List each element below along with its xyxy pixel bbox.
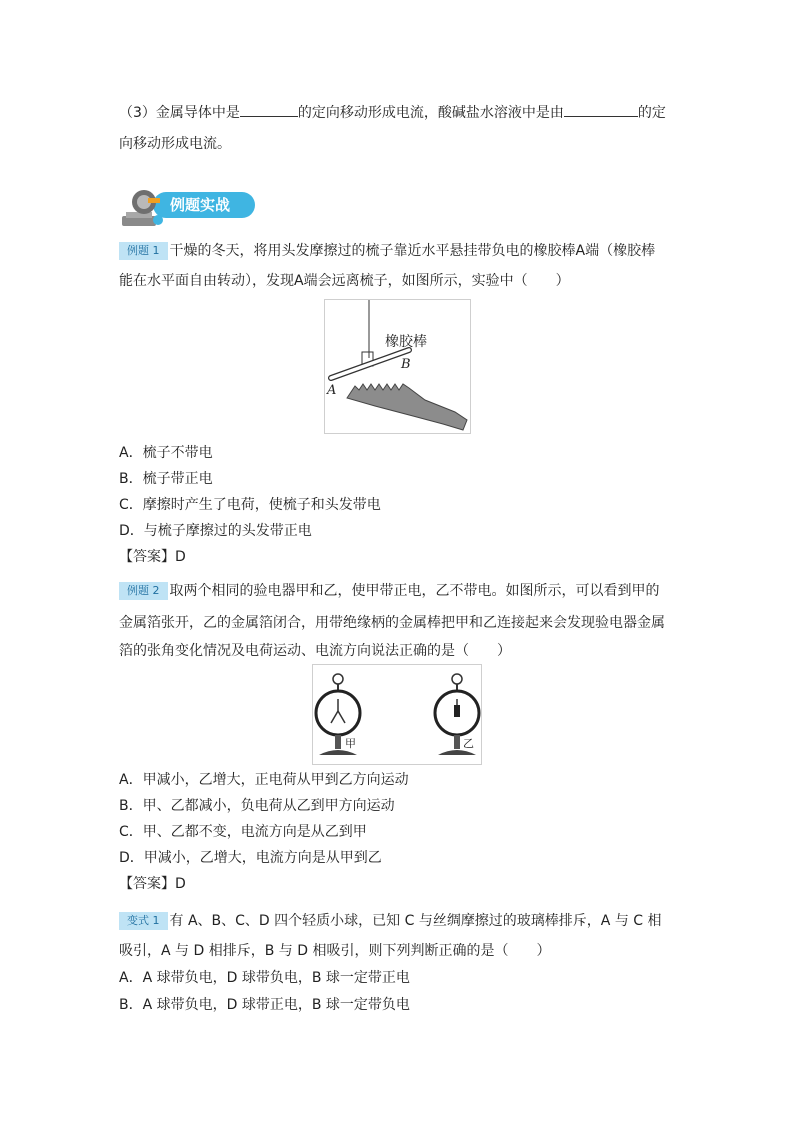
question-text-line: 吸引，A 与 D 相排斥，B 与 D 相吸引，则下列判断正确的是（ ）	[119, 943, 551, 959]
option-d[interactable]: D．甲减小，乙增大，电流方向是从甲到乙	[119, 850, 382, 866]
example-2-line	[119, 581, 660, 601]
answer-blank[interactable]	[564, 102, 638, 117]
option-a[interactable]: A．甲减小，乙增大，正电荷从甲到乙方向运动	[119, 772, 409, 788]
comb-rod-figure	[324, 299, 471, 434]
option-a[interactable]: A．梳子不带电	[119, 445, 213, 461]
question-text-line: 箔的张角变化情况及电荷运动、电流方向说法正确的是（ ）	[119, 643, 511, 659]
example-tag: 例题 1	[119, 242, 168, 260]
answer-blank[interactable]	[240, 102, 298, 117]
rod-label: 橡胶棒	[385, 334, 427, 350]
question-text-line: 向移动形成电流。	[119, 136, 231, 152]
option-c[interactable]: C．摩擦时产生了电荷，使梳子和头发带电	[119, 497, 381, 513]
label-jia: 甲	[345, 737, 356, 750]
variant-1-line	[119, 911, 662, 931]
section-banner	[118, 182, 258, 230]
question-text: 的定	[637, 105, 666, 121]
question-text: 有 A、B、C、D 四个轻质小球，已知 C 与丝绸摩擦过的玻璃棒排斥，A 与 C 相	[169, 913, 662, 929]
banner-title: 例题实战	[170, 196, 231, 214]
microscope-icon	[118, 184, 166, 230]
example-tag: 例题 2	[119, 582, 168, 600]
option-b[interactable]: B．A 球带负电，D 球带正电，B 球一定带负电	[119, 997, 410, 1013]
question-text-line: 金属箔张开，乙的金属箔闭合，用带绝缘柄的金属棒把甲和乙连接起来会发现验电器金属	[119, 615, 665, 631]
label-a: A	[327, 383, 337, 398]
example-1-line	[119, 241, 655, 261]
option-a[interactable]: A．A 球带负电，D 球带负电，B 球一定带正电	[119, 970, 410, 986]
answer-line: 【答案】D	[119, 549, 186, 565]
option-b[interactable]: B．甲、乙都减小，负电荷从乙到甲方向运动	[119, 798, 395, 814]
question-text: 干燥的冬天，将用头发摩擦过的梳子靠近水平悬挂带负电的橡胶棒A端（橡胶棒	[169, 243, 656, 259]
option-d[interactable]: D．与梳子摩擦过的头发带正电	[119, 523, 312, 539]
label-b: B	[401, 357, 411, 372]
electroscope-figure	[312, 664, 482, 765]
option-c[interactable]: C．甲、乙都不变，电流方向是从乙到甲	[119, 824, 367, 840]
option-b[interactable]: B．梳子带正电	[119, 471, 213, 487]
question-text: 的定向移动形成电流，酸碱盐水溶液中是由	[297, 105, 564, 121]
question-text-line: 能在水平面自由转动），发现A端会远离梳子，如图所示，实验中（ ）	[119, 273, 570, 289]
question-text: （3）金属导体中是	[119, 105, 240, 121]
label-yi: 乙	[463, 737, 474, 750]
question-text: 取两个相同的验电器甲和乙，使甲带正电，乙不带电。如图所示，可以看到甲的	[169, 583, 660, 599]
variant-tag: 变式 1	[119, 912, 168, 930]
fill-blank-question	[119, 102, 666, 123]
answer-line: 【答案】D	[119, 876, 186, 892]
